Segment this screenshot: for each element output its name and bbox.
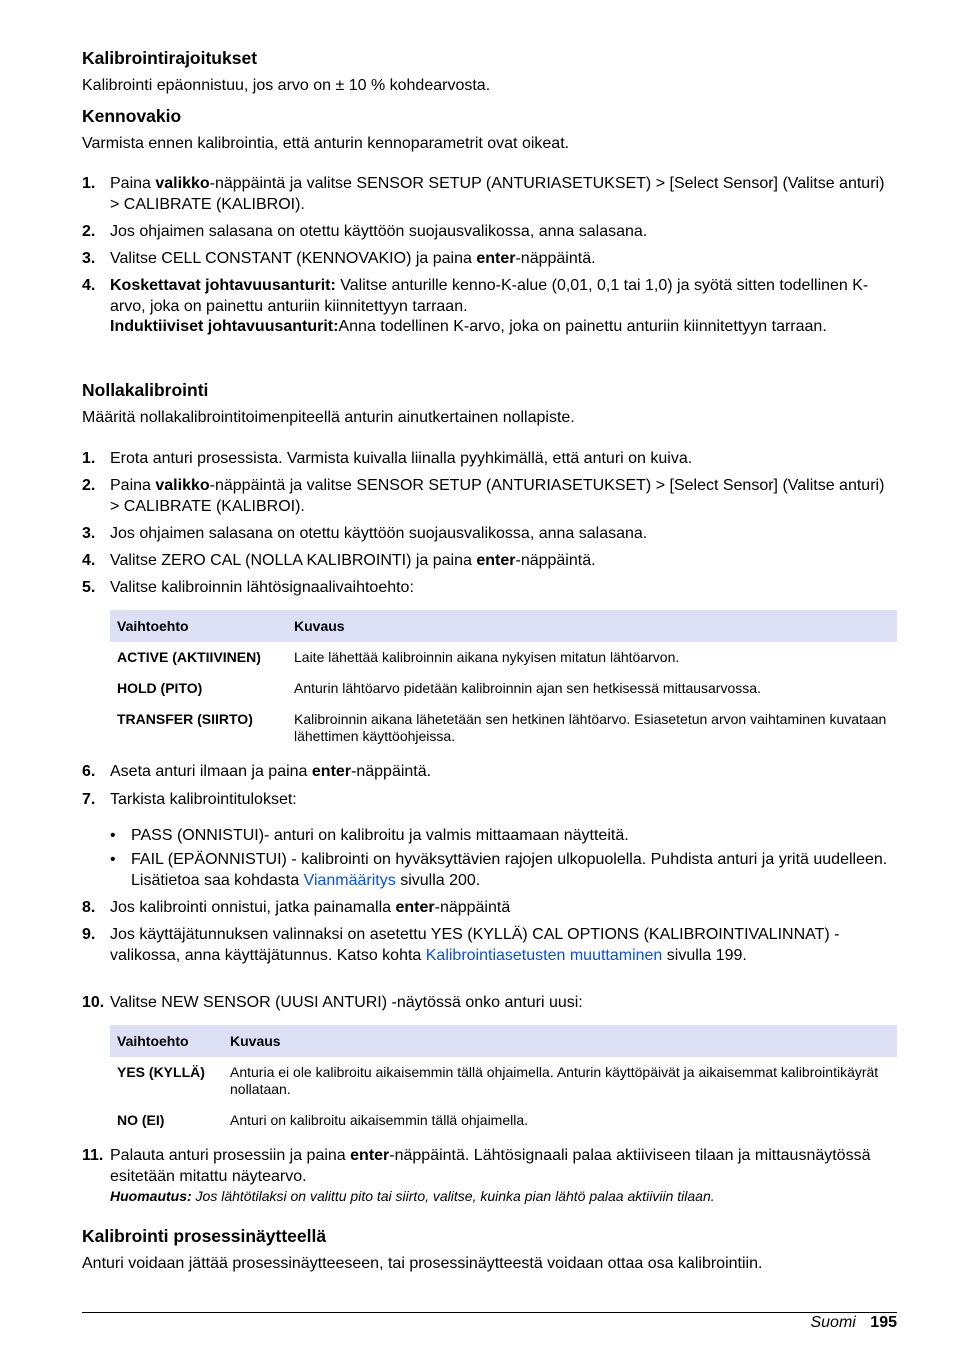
cell-constant-text: Varmista ennen kalibrointia, että anturin kennoparametrit ovat oikeat.: [82, 135, 570, 152]
zero-calibration-text: Määritä nollakalibrointitoimenpiteellä anturin ainutkertainen nollapiste.: [82, 409, 575, 426]
table-header-option: Vaihtoehto: [110, 610, 287, 642]
cell-step-4: 4. Koskettavat johtavuusanturit: Valitse anturille kenno-K-alue (0,01, 0,1 tai 1,0) ja syötä sitten todellinen K-arvo, joka on painettu anturiin kiinnitettyyn tarraan. Induktiiviset johtavuusanturit:Anna todellinen K-arvo, joka on painettu anturiin kiinnitettyyn tarraan.: [82, 277, 869, 335]
new-sensor-table: [110, 1025, 897, 1136]
process-calibration-text: Anturi voidaan jättää prosessinäytteeseen, tai prosessinäytteestä voidaan ottaa osa kalibrointiin.: [82, 1255, 763, 1272]
limits-text: Kalibrointi epäonnistuu, jos arvo on ± 10 % kohdearvosta.: [82, 77, 491, 94]
zero-step-7: 7. Tarkista kalibrointitulokset:: [82, 791, 297, 808]
page-number: 195: [870, 1314, 897, 1331]
calibration-options-link[interactable]: Kalibrointiasetusten muuttaminen: [425, 946, 663, 964]
heading-limits: Kalibrointirajoitukset: [82, 48, 258, 68]
table-header-option: Vaihtoehto: [110, 1025, 223, 1057]
troubleshooting-link[interactable]: Vianmääritys: [303, 871, 396, 889]
cell-step-3: 3. Valitse CELL CONSTANT (KENNOVAKIO) ja paina enter-näppäintä.: [82, 250, 596, 267]
zero-step-4: 4. Valitse ZERO CAL (NOLLA KALIBROINTI) ja paina enter-näppäintä.: [82, 552, 596, 569]
zero-step-2: 2. Paina valikko-näppäintä ja valitse SENSOR SETUP (ANTURIASETUKSET) > [Select Sensor] (Valitse anturi) > CALIBRATE (KALIBROI).: [82, 477, 885, 515]
zero-step-3: 3. Jos ohjaimen salasana on otettu käyttöön suojausvalikossa, anna salasana.: [82, 525, 648, 542]
footer-divider: [82, 1312, 897, 1313]
table-row: TRANSFER (SIIRTO) Kalibroinnin aikana lähetetään sen hetkinen lähtöarvo. Esiasetetun arvon vaihtaminen kuvataan lähettimen käyttöohjeissa.: [117, 711, 887, 744]
cell-step-2: 2. Jos ohjaimen salasana on otettu käyttöön suojausvalikossa, anna salasana.: [82, 223, 648, 240]
zero-step-1: 1. Erota anturi prosessista. Varmista kuivalla liinalla pyyhkimällä, että anturi on kuiva.: [82, 450, 693, 467]
zero-step-8: 8. Jos kalibrointi onnistui, jatka painamalla enter-näppäintä: [82, 899, 511, 916]
heading-process-calibration: Kalibrointi prosessinäytteellä: [82, 1226, 327, 1246]
footer-language: Suomi: [810, 1314, 856, 1331]
output-option-table: [110, 610, 897, 752]
table-row: ACTIVE (AKTIIVINEN) Laite lähettää kalibroinnin aikana nykyisen mitatun lähtöarvon.: [117, 649, 680, 665]
table-header-description: Kuvaus: [223, 1025, 897, 1057]
zero-step-6: 6. Aseta anturi ilmaan ja paina enter-näppäintä.: [82, 763, 432, 780]
note: Huomautus: Jos lähtötilaksi on valittu pito tai siirto, valitse, kuinka pian lähtö palaa aktiiviin tilaan.: [110, 1188, 715, 1204]
page-footer: [810, 1313, 897, 1333]
zero-step-5: 5. Valitse kalibroinnin lähtösignaalivaihtoehto:: [82, 579, 414, 596]
table-row: NO (EI) Anturi on kalibroitu aikaisemmin tällä ohjaimella.: [117, 1112, 529, 1128]
table-row: HOLD (PITO) Anturin lähtöarvo pidetään kalibroinnin ajan sen hetkisessä mittausarvossa.: [117, 680, 761, 696]
result-fail-item: • FAIL (EPÄONNISTUI) - kalibrointi on hyväksyttävien rajojen ulkopuolella. Puhdista anturi ja yritä uudelleen. Lisätietoa saa kohdasta Vianmääritys sivulla 200.: [110, 851, 888, 889]
heading-cell-constant: Kennovakio: [82, 106, 182, 126]
result-pass-item: • PASS (ONNISTUI)- anturi on kalibroitu ja valmis mittaamaan näytteitä.: [110, 827, 629, 844]
zero-step-11: 11. Palauta anturi prosessiin ja paina enter-näppäintä. Lähtösignaali palaa aktiiviseen tilaan ja mittausnäytössä esitetään mitattu näytearvo. Huomautus: Jos lähtötilaksi on valittu pito tai siirto, valitse, kuinka pian lähtö palaa aktiiviin tilaan.: [82, 1146, 897, 1205]
cell-step-1: 1. Paina valikko-näppäintä ja valitse SENSOR SETUP (ANTURIASETUKSET) > [Select Sensor] (Valitse anturi) > CALIBRATE (KALIBROI).: [82, 175, 885, 213]
table-row: YES (KYLLÄ) Anturia ei ole kalibroitu aikaisemmin tällä ohjaimella. Anturin käyttöpäivät ja aikaisemmat kalibrointikäyrät nollataan.: [117, 1064, 879, 1097]
heading-zero-calibration: Nollakalibrointi: [82, 380, 209, 400]
table-header-description: Kuvaus: [287, 610, 897, 642]
zero-step-9: 9. Jos käyttäjätunnuksen valinnaksi on asetettu YES (KYLLÄ) CAL OPTIONS (KALIBROINTIVALINNAT) -valikossa, anna käyttäjätunnus. Katso kohta Kalibrointiasetusten muuttaminen sivulla 199.: [82, 926, 840, 964]
zero-step-10: 10. Valitse NEW SENSOR (UUSI ANTURI) -näytössä onko anturi uusi:: [82, 994, 583, 1011]
